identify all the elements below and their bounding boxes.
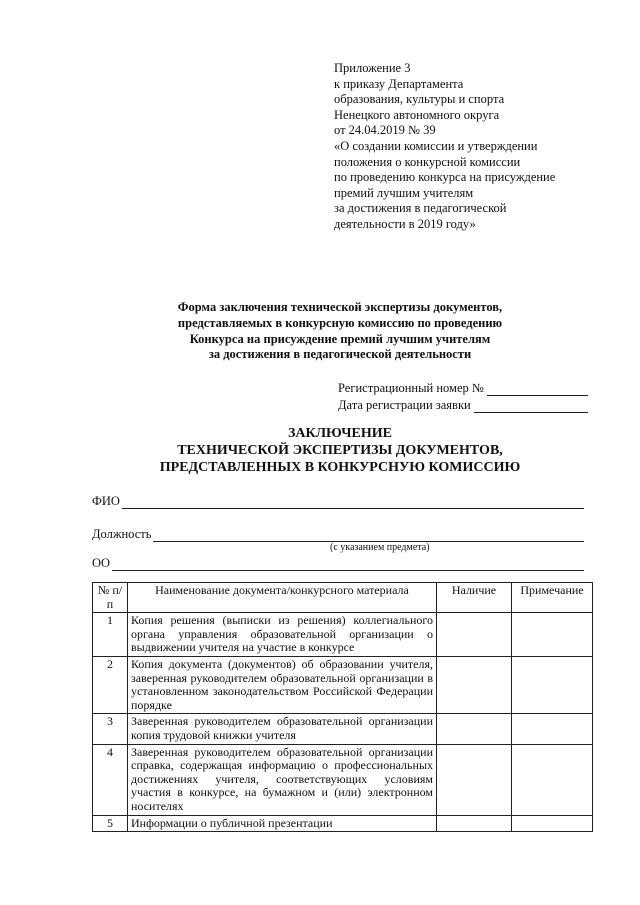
form-title-line: представляемых в конкурсную комиссию по проведению — [177, 315, 503, 330]
position-field[interactable] — [92, 527, 584, 542]
table-row — [93, 613, 593, 657]
conclusion-line: ПРЕДСТАВЛЕННЫХ В КОНКУРСНУЮ КОМИССИЮ — [159, 460, 521, 475]
row-availability[interactable] — [437, 613, 512, 657]
row-name: Информации о публичной презентации — [128, 815, 437, 832]
appendix-line: к приказу Департамента — [334, 76, 464, 91]
appendix-line: деятельности в 2019 году» — [334, 216, 476, 231]
registration-number-field[interactable] — [338, 380, 588, 396]
appendix-line: «О создании комиссии и утверждении — [334, 138, 538, 153]
appendix-line: за достижения в педагогической — [334, 201, 507, 216]
row-note[interactable] — [512, 656, 593, 713]
appendix-line: образования, культуры и спорта — [334, 92, 505, 107]
table-row — [93, 656, 593, 713]
position-hint: (с указанием предмета) — [330, 542, 430, 553]
appendix-line: Приложение 3 — [334, 61, 411, 75]
position-label: Должность — [92, 527, 152, 541]
row-availability[interactable] — [437, 815, 512, 832]
fio-label: ФИО — [92, 494, 120, 508]
row-note[interactable] — [512, 815, 593, 832]
appendix-header — [334, 61, 624, 233]
row-name: Копия решения (выписки из решения) коллегиального органа управления образовательной организации о выдвижении учителя на участие в конкурсе — [128, 613, 437, 657]
conclusion-line: ТЕХНИЧЕСКОЙ ЭКСПЕРТИЗЫ ДОКУМЕНТОВ, — [177, 443, 503, 458]
row-num: 5 — [93, 815, 128, 832]
registration-date-blank[interactable] — [474, 400, 588, 413]
position-blank[interactable] — [153, 529, 584, 542]
conclusion-title — [100, 425, 580, 476]
row-num: 2 — [93, 656, 128, 713]
fio-blank[interactable] — [122, 496, 584, 509]
registration-date-label: Дата регистрации заявки — [338, 398, 471, 412]
row-name: Заверенная руководителем образовательной организации справка, содержащая информацию о профессиональных достижениях учителя, соответствующих условиям участия в конкурсе, на бумажном и (или) электронном носителях — [128, 744, 437, 815]
row-availability[interactable] — [437, 656, 512, 713]
row-note[interactable] — [512, 714, 593, 744]
header-name: Наименование документа/конкурсного материала — [128, 583, 437, 613]
appendix-line: по проведению конкурса на присуждение — [334, 170, 556, 185]
header-availability: Наличие — [437, 583, 512, 613]
appendix-line: премий лучшим учителям — [334, 185, 474, 200]
header-note: Примечание — [512, 583, 593, 613]
row-name: Копия документа (документов) об образовании учителя, заверенная руководителем образовательной организации в установленном законодательством Российской Федерации порядке — [128, 656, 437, 713]
table-row — [93, 815, 593, 832]
appendix-line: Ненецкого автономного округа — [334, 107, 500, 122]
registration-number-label: Регистрационный номер № — [338, 381, 484, 395]
row-name: Заверенная руководителем образовательной организации копия трудовой книжки учителя — [128, 714, 437, 744]
org-label: ОО — [92, 556, 111, 570]
row-availability[interactable] — [437, 744, 512, 815]
form-title-line: Форма заключения технической экспертизы документов, — [177, 300, 503, 314]
table-header-row — [93, 583, 593, 613]
header-num: № п/п — [93, 583, 128, 613]
registration-number-blank[interactable] — [487, 383, 588, 396]
table-row — [93, 744, 593, 815]
row-availability[interactable] — [437, 714, 512, 744]
appendix-line: положения о конкурсной комиссии — [334, 154, 521, 169]
row-note[interactable] — [512, 613, 593, 657]
row-num: 3 — [93, 714, 128, 744]
form-title-line: за достижения в педагогической деятельности — [208, 347, 472, 362]
org-blank[interactable] — [112, 558, 584, 571]
form-title-line: Конкурса на присуждение премий лучшим учителям — [189, 331, 491, 346]
documents-table — [92, 582, 593, 832]
appendix-line: от 24.04.2019 № 39 — [334, 123, 436, 138]
fio-field[interactable] — [92, 494, 584, 509]
row-num: 4 — [93, 744, 128, 815]
registration-date-field[interactable] — [338, 397, 588, 413]
org-field[interactable] — [92, 556, 584, 571]
row-num: 1 — [93, 613, 128, 657]
form-title — [100, 300, 580, 363]
table-row — [93, 714, 593, 744]
row-note[interactable] — [512, 744, 593, 815]
conclusion-line: ЗАКЛЮЧЕНИЕ — [287, 426, 393, 441]
